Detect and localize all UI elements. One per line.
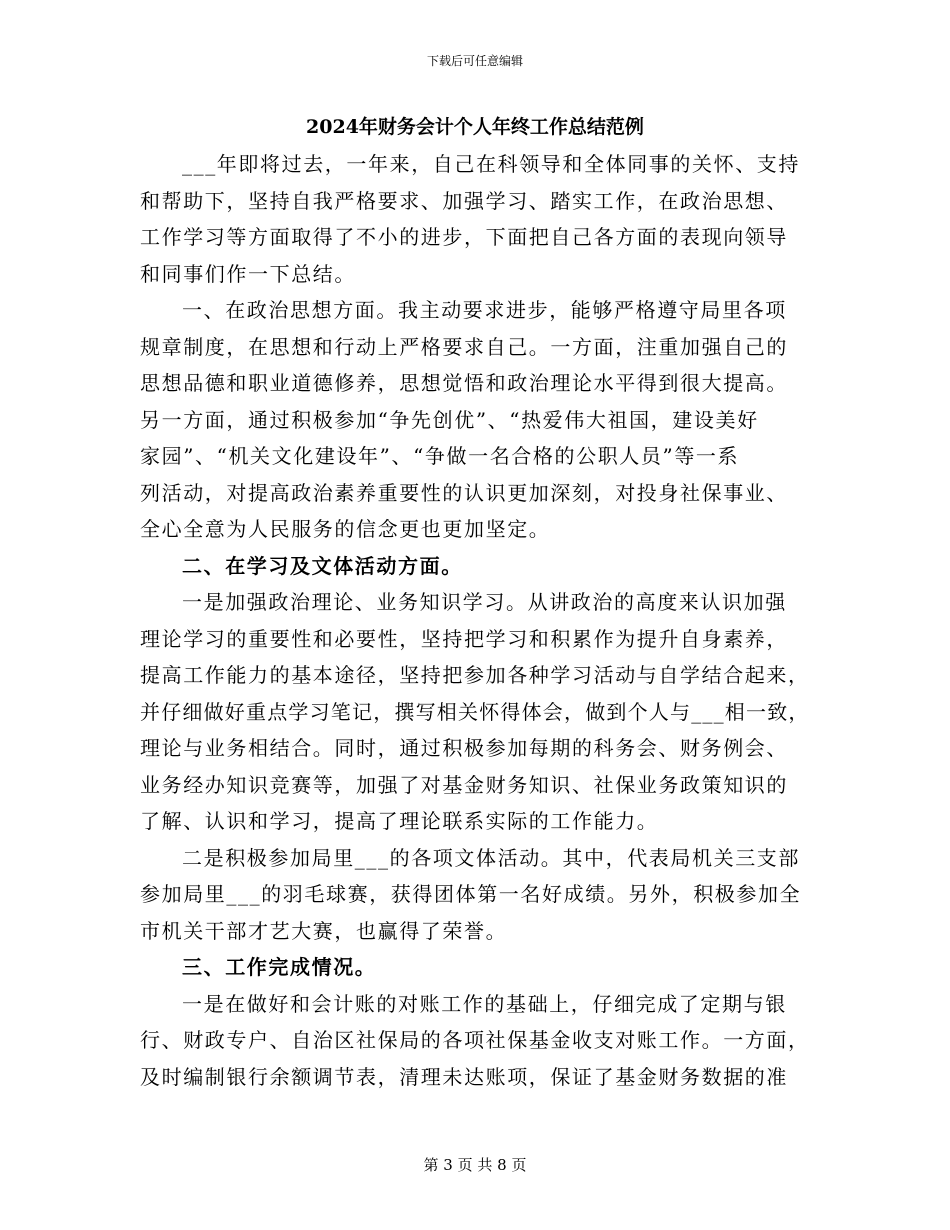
text-line: 二是积极参加局里___的各项文体活动。其中，代表局机关三支部 — [182, 845, 800, 870]
text-line: 并仔细做好重点学习笔记，撰写相关怀得体会，做到个人与___相一致， — [140, 699, 810, 724]
page-number-footer: 第 3 页 共 8 页 — [423, 1156, 527, 1174]
document-title: 2024年财务会计个人年终工作总结范例 — [306, 116, 644, 138]
text-line: 工作学习等方面取得了不小的进步，下面把自己各方面的表现向领导 — [140, 225, 788, 249]
text-line: 一是在做好和会计账的对账工作的基础上，仔细完成了定期与银 — [182, 991, 787, 1016]
text-line: 理论与业务相结合。同时，通过积极参加每期的科务会、财务例会、 — [140, 736, 788, 760]
text-line: 思想品德和职业道德修养，思想觉悟和政治理论水平得到很大提高。 — [140, 371, 788, 395]
text-line: 参加局里___的羽毛球赛，获得团体第一名好成绩。另外，积极参加全 — [140, 882, 802, 906]
header-note: 下载后可任意编辑 — [426, 54, 523, 68]
section-heading: 三、工作完成情况。 — [182, 955, 377, 979]
text-line: 家园”、“机关文化建设年”、“争做一名合格的公职人员”等一系 — [140, 444, 740, 468]
text-line: 提高工作能力的基本途径，坚持把参加各种学习活动与自学结合起来， — [140, 663, 810, 687]
text-line: 和同事们作一下总结。 — [140, 261, 356, 286]
text-line: 全心全意为人民服务的信念更也更加坚定。 — [140, 517, 551, 541]
text-line: 另一方面，通过积极参加“争先创优”、“热爱伟大祖国，建设美好 — [140, 407, 759, 432]
text-line: 业务经办知识竞赛等，加强了对基金财务知识、社保业务政策知识的 — [140, 772, 788, 797]
text-line: 理论学习的重要性和必要性，坚持把学习和积累作为提升自身素养， — [140, 626, 788, 651]
text-line: ___年即将过去，一年来，自己在科领导和全体同事的关怀、支持 — [182, 152, 800, 176]
document-body — [140, 146, 812, 1095]
text-line: 规章制度，在思想和行动上严格要求自己。一方面，注重加强自己的 — [140, 334, 788, 359]
text-line: 及时编制银行余额调节表，清理未达账项，保证了基金财务数据的准 — [140, 1064, 788, 1089]
text-line: 了解、认识和学习，提高了理论联系实际的工作能力。 — [140, 809, 659, 833]
text-line: 行、财政专户、自治区社保局的各项社保基金收支对账工作。一方面， — [140, 1028, 810, 1052]
text-line: 一、在政治思想方面。我主动要求进步，能够严格遵守局里各项 — [182, 298, 787, 322]
text-line: 列活动，对提高政治素养重要性的认识更加深刻，对投身社保事业、 — [140, 480, 788, 505]
section-heading: 二、在学习及文体活动方面。 — [182, 553, 463, 578]
text-line: 市机关干部才艺大赛，也赢得了荣誉。 — [140, 918, 508, 943]
text-line: 和帮助下，坚持自我严格要求、加强学习、踏实工作，在政治思想、 — [140, 188, 788, 213]
text-line: 一是加强政治理论、业务知识学习。从讲政治的高度来认识加强 — [182, 590, 787, 614]
